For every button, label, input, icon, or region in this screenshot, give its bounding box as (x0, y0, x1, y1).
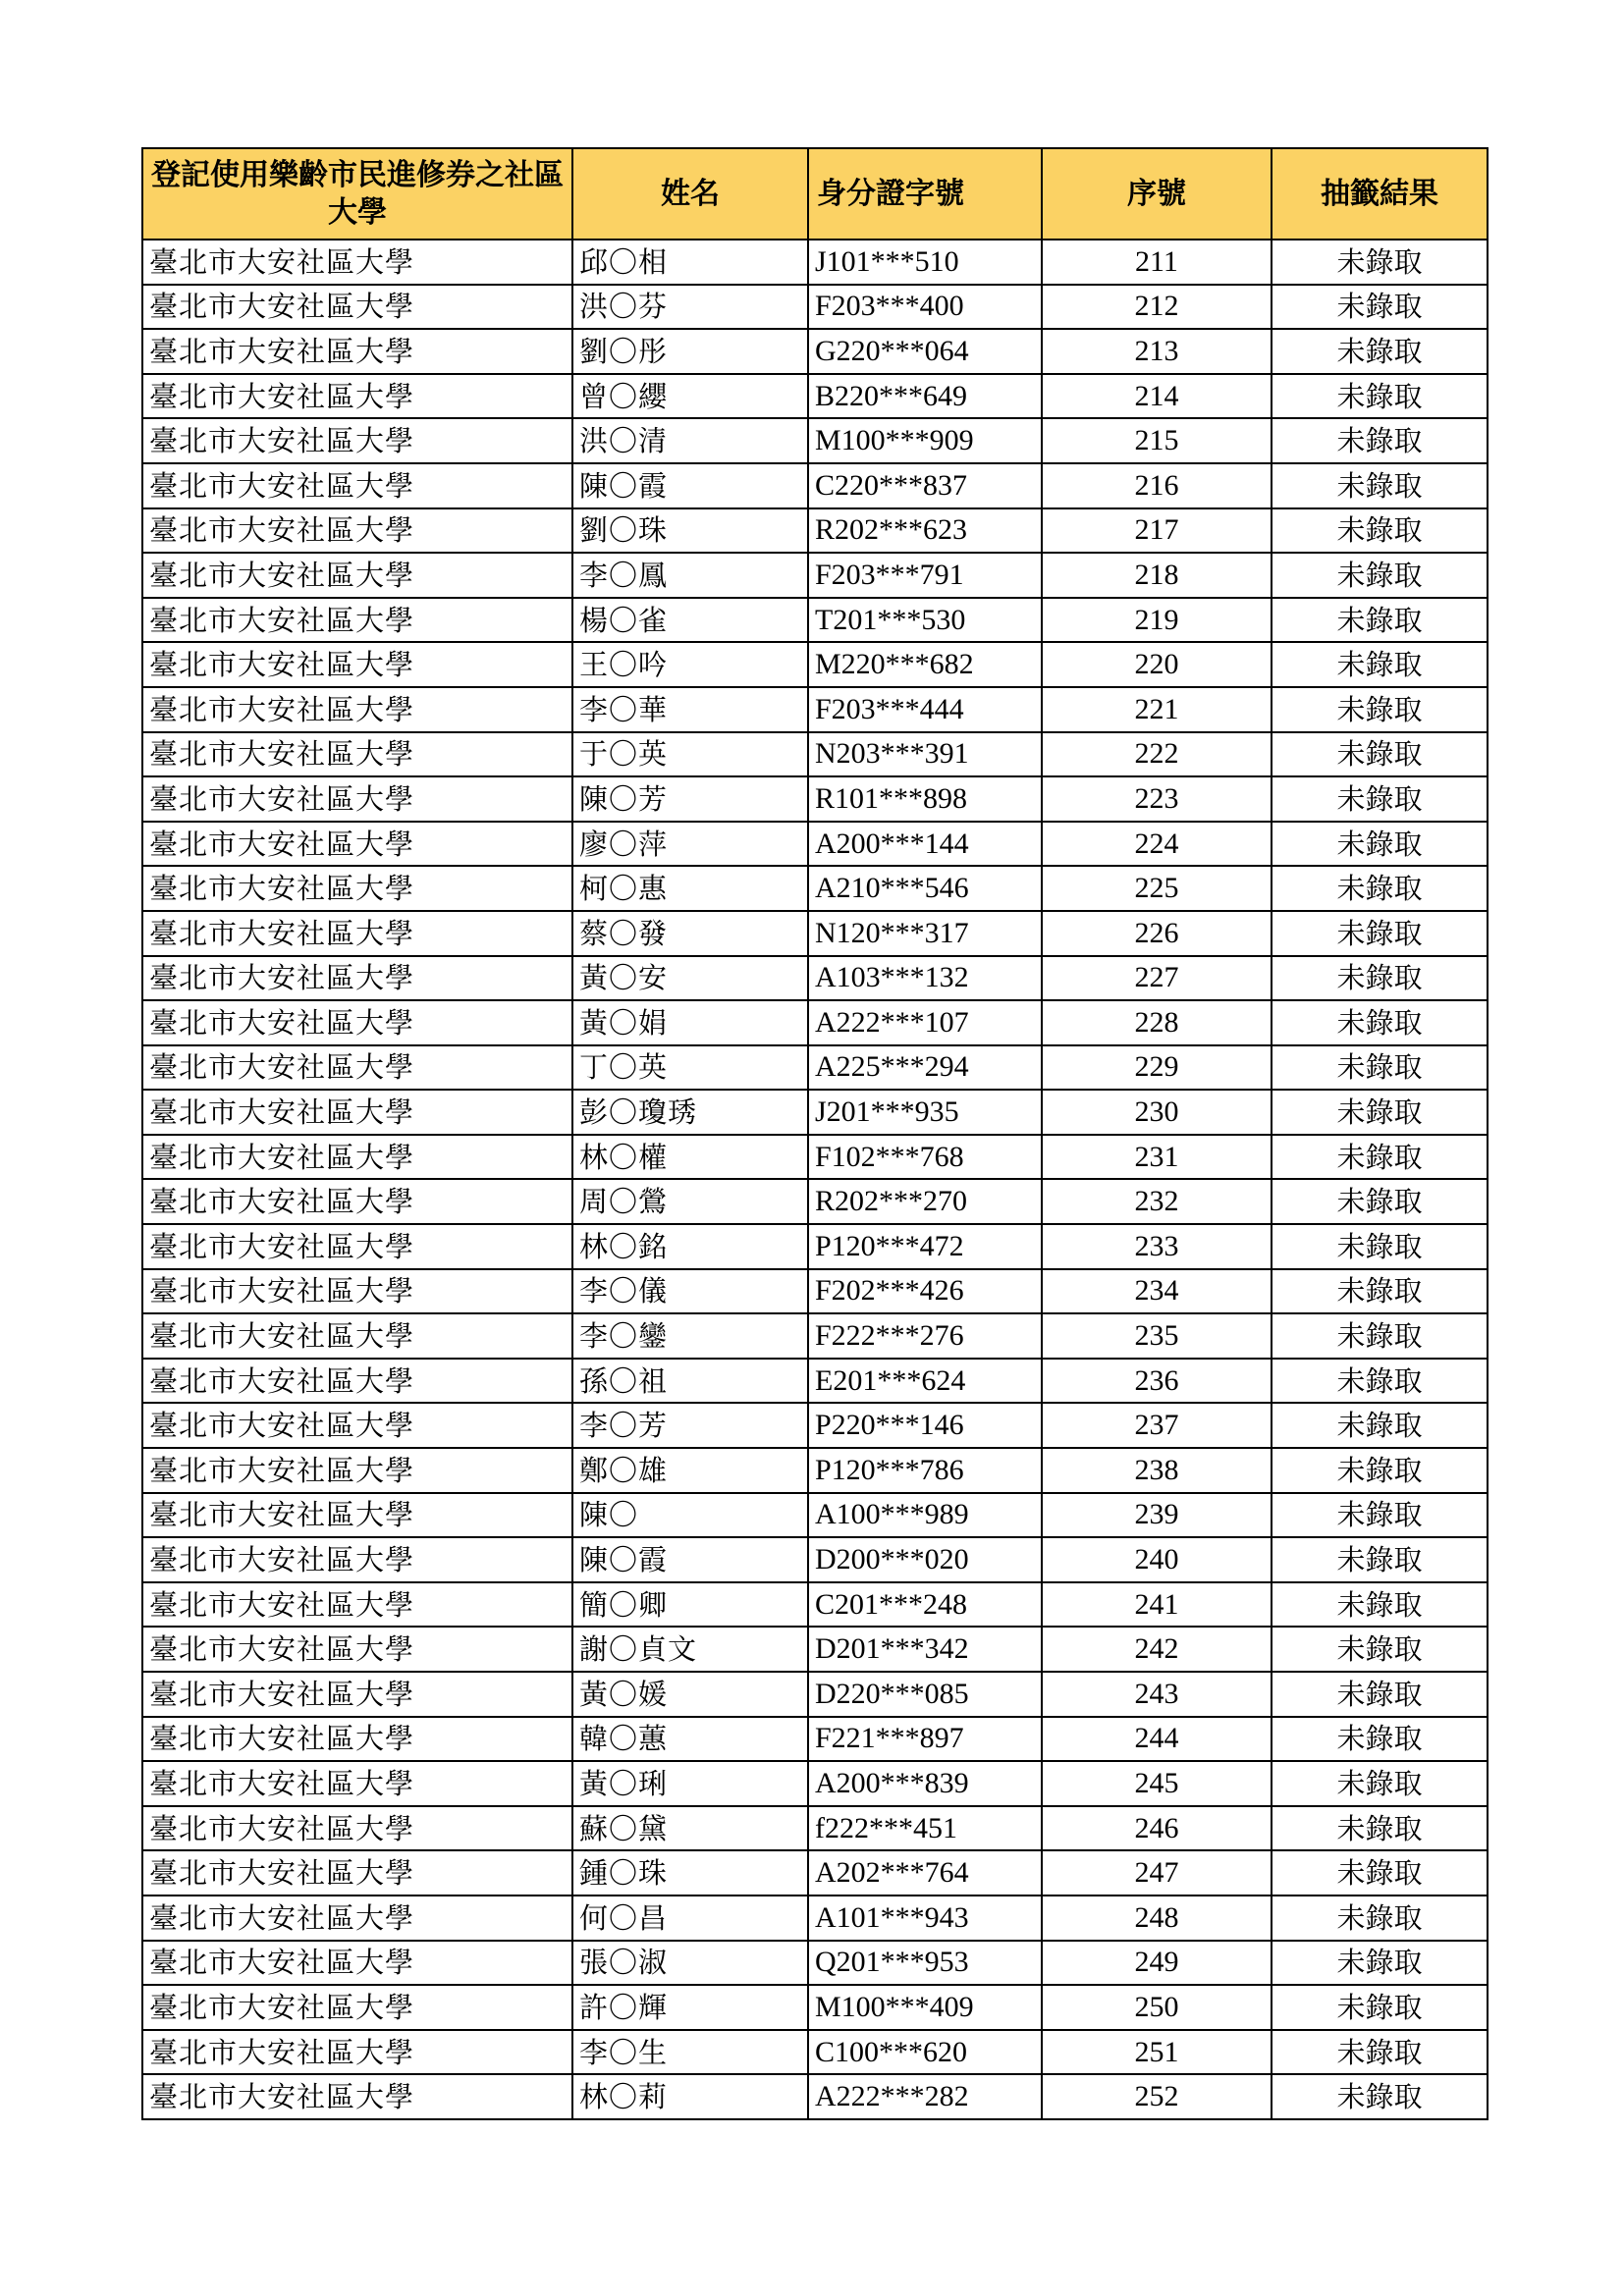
cell-id-number: F221***897 (808, 1717, 1042, 1762)
cell-id-number: F203***791 (808, 553, 1042, 598)
table-row (142, 463, 1488, 508)
cell-name: 黃〇媛 (572, 1672, 808, 1717)
cell-school: 臺北市大安社區大學 (142, 1224, 572, 1269)
table-body (142, 240, 1488, 2119)
cell-result: 未錄取 (1272, 1179, 1488, 1224)
cell-id-number: F202***426 (808, 1269, 1042, 1314)
cell-name: 劉〇彤 (572, 329, 808, 374)
cell-name: 林〇莉 (572, 2074, 808, 2119)
cell-name: 鄭〇雄 (572, 1448, 808, 1493)
cell-seq: 212 (1042, 285, 1272, 330)
cell-id-number: A103***132 (808, 956, 1042, 1001)
cell-seq: 215 (1042, 418, 1272, 463)
cell-result: 未錄取 (1272, 776, 1488, 822)
cell-result: 未錄取 (1272, 418, 1488, 463)
cell-seq: 244 (1042, 1717, 1272, 1762)
cell-id-number: f222***451 (808, 1806, 1042, 1851)
cell-id-number: A100***989 (808, 1493, 1042, 1538)
cell-seq: 241 (1042, 1582, 1272, 1628)
cell-name: 李〇芳 (572, 1403, 808, 1448)
cell-result: 未錄取 (1272, 1000, 1488, 1045)
cell-school: 臺北市大安社區大學 (142, 866, 572, 911)
table-row (142, 1627, 1488, 1672)
cell-school: 臺北市大安社區大學 (142, 1493, 572, 1538)
table-row (142, 418, 1488, 463)
cell-result: 未錄取 (1272, 1448, 1488, 1493)
cell-result: 未錄取 (1272, 732, 1488, 777)
cell-name: 黃〇安 (572, 956, 808, 1001)
cell-result: 未錄取 (1272, 1045, 1488, 1091)
cell-id-number: M220***682 (808, 642, 1042, 687)
table-row (142, 822, 1488, 867)
cell-id-number: G220***064 (808, 329, 1042, 374)
cell-result: 未錄取 (1272, 463, 1488, 508)
cell-result: 未錄取 (1272, 374, 1488, 419)
cell-school: 臺北市大安社區大學 (142, 553, 572, 598)
cell-name: 李〇生 (572, 2030, 808, 2075)
cell-school: 臺北市大安社區大學 (142, 329, 572, 374)
cell-seq: 243 (1042, 1672, 1272, 1717)
table-row (142, 1359, 1488, 1404)
cell-name: 黃〇琍 (572, 1761, 808, 1806)
cell-id-number: A200***839 (808, 1761, 1042, 1806)
table-row (142, 776, 1488, 822)
cell-result: 未錄取 (1272, 1850, 1488, 1896)
cell-name: 黃〇娟 (572, 1000, 808, 1045)
table-row (142, 1761, 1488, 1806)
cell-name: 林〇權 (572, 1135, 808, 1180)
table-row (142, 1672, 1488, 1717)
cell-name: 彭〇瓊琇 (572, 1090, 808, 1135)
cell-name: 丁〇英 (572, 1045, 808, 1091)
cell-school: 臺北市大安社區大學 (142, 732, 572, 777)
cell-seq: 213 (1042, 329, 1272, 374)
table-row (142, 1179, 1488, 1224)
cell-id-number: F203***444 (808, 687, 1042, 732)
cell-name: 邱〇相 (572, 240, 808, 285)
cell-result: 未錄取 (1272, 1627, 1488, 1672)
cell-school: 臺北市大安社區大學 (142, 1313, 572, 1359)
cell-school: 臺北市大安社區大學 (142, 1717, 572, 1762)
cell-id-number: B220***649 (808, 374, 1042, 419)
cell-school: 臺北市大安社區大學 (142, 1269, 572, 1314)
cell-school: 臺北市大安社區大學 (142, 1761, 572, 1806)
cell-seq: 237 (1042, 1403, 1272, 1448)
cell-school: 臺北市大安社區大學 (142, 1000, 572, 1045)
cell-seq: 214 (1042, 374, 1272, 419)
table-row (142, 956, 1488, 1001)
table-row (142, 1806, 1488, 1851)
cell-name: 鍾〇珠 (572, 1850, 808, 1896)
cell-seq: 251 (1042, 2030, 1272, 2075)
cell-id-number: R202***623 (808, 508, 1042, 554)
cell-seq: 236 (1042, 1359, 1272, 1404)
cell-school: 臺北市大安社區大學 (142, 1403, 572, 1448)
cell-result: 未錄取 (1272, 956, 1488, 1001)
cell-school: 臺北市大安社區大學 (142, 1985, 572, 2030)
cell-result: 未錄取 (1272, 1090, 1488, 1135)
lottery-result-table (141, 147, 1489, 2120)
table-row (142, 1537, 1488, 1582)
cell-school: 臺北市大安社區大學 (142, 285, 572, 330)
cell-seq: 239 (1042, 1493, 1272, 1538)
table-row (142, 1403, 1488, 1448)
table-row (142, 329, 1488, 374)
cell-school: 臺北市大安社區大學 (142, 240, 572, 285)
cell-result: 未錄取 (1272, 1941, 1488, 1986)
table-row (142, 553, 1488, 598)
cell-name: 于〇英 (572, 732, 808, 777)
cell-result: 未錄取 (1272, 1493, 1488, 1538)
cell-seq: 240 (1042, 1537, 1272, 1582)
cell-name: 劉〇珠 (572, 508, 808, 554)
cell-school: 臺北市大安社區大學 (142, 463, 572, 508)
cell-id-number: M100***409 (808, 1985, 1042, 2030)
cell-name: 曾〇纓 (572, 374, 808, 419)
table-row (142, 1090, 1488, 1135)
cell-seq: 219 (1042, 598, 1272, 643)
cell-name: 李〇鑾 (572, 1313, 808, 1359)
cell-result: 未錄取 (1272, 822, 1488, 867)
cell-seq: 218 (1042, 553, 1272, 598)
cell-name: 蘇〇黛 (572, 1806, 808, 1851)
cell-name: 柯〇惠 (572, 866, 808, 911)
cell-result: 未錄取 (1272, 1135, 1488, 1180)
cell-seq: 247 (1042, 1850, 1272, 1896)
cell-result: 未錄取 (1272, 1985, 1488, 2030)
table-row (142, 1135, 1488, 1180)
cell-name: 陳〇霞 (572, 1537, 808, 1582)
cell-school: 臺北市大安社區大學 (142, 911, 572, 956)
cell-school: 臺北市大安社區大學 (142, 2074, 572, 2119)
cell-result: 未錄取 (1272, 2030, 1488, 2075)
cell-result: 未錄取 (1272, 687, 1488, 732)
cell-school: 臺北市大安社區大學 (142, 822, 572, 867)
cell-result: 未錄取 (1272, 329, 1488, 374)
table-row (142, 1269, 1488, 1314)
cell-id-number: A202***764 (808, 1850, 1042, 1896)
cell-school: 臺北市大安社區大學 (142, 2030, 572, 2075)
cell-name: 李〇儀 (572, 1269, 808, 1314)
cell-name: 李〇華 (572, 687, 808, 732)
table-row (142, 1850, 1488, 1896)
table-header (142, 148, 1488, 240)
cell-name: 何〇昌 (572, 1896, 808, 1941)
cell-id-number: A222***107 (808, 1000, 1042, 1045)
cell-id-number: T201***530 (808, 598, 1042, 643)
cell-school: 臺北市大安社區大學 (142, 1941, 572, 1986)
table-row (142, 598, 1488, 643)
cell-id-number: A222***282 (808, 2074, 1042, 2119)
table-row (142, 1582, 1488, 1628)
cell-id-number: P120***472 (808, 1224, 1042, 1269)
cell-result: 未錄取 (1272, 285, 1488, 330)
cell-seq: 245 (1042, 1761, 1272, 1806)
cell-seq: 250 (1042, 1985, 1272, 2030)
cell-school: 臺北市大安社區大學 (142, 1806, 572, 1851)
table-row (142, 2074, 1488, 2119)
cell-result: 未錄取 (1272, 1359, 1488, 1404)
cell-id-number: M100***909 (808, 418, 1042, 463)
cell-id-number: R202***270 (808, 1179, 1042, 1224)
cell-name: 許〇輝 (572, 1985, 808, 2030)
table-row (142, 642, 1488, 687)
cell-seq: 217 (1042, 508, 1272, 554)
cell-school: 臺北市大安社區大學 (142, 1448, 572, 1493)
table-row (142, 1941, 1488, 1986)
table-row (142, 866, 1488, 911)
cell-id-number: N203***391 (808, 732, 1042, 777)
cell-name: 李〇鳳 (572, 553, 808, 598)
cell-name: 洪〇芬 (572, 285, 808, 330)
cell-name: 謝〇貞文 (572, 1627, 808, 1672)
cell-seq: 224 (1042, 822, 1272, 867)
cell-seq: 252 (1042, 2074, 1272, 2119)
cell-seq: 242 (1042, 1627, 1272, 1672)
document-page (141, 147, 1487, 2120)
cell-school: 臺北市大安社區大學 (142, 1627, 572, 1672)
cell-id-number: A101***943 (808, 1896, 1042, 1941)
cell-seq: 248 (1042, 1896, 1272, 1941)
cell-id-number: F222***276 (808, 1313, 1042, 1359)
cell-id-number: F102***768 (808, 1135, 1042, 1180)
cell-seq: 235 (1042, 1313, 1272, 1359)
cell-id-number: D220***085 (808, 1672, 1042, 1717)
table-row (142, 285, 1488, 330)
cell-school: 臺北市大安社區大學 (142, 1850, 572, 1896)
table-row (142, 1000, 1488, 1045)
cell-school: 臺北市大安社區大學 (142, 598, 572, 643)
cell-seq: 222 (1042, 732, 1272, 777)
table-row (142, 2030, 1488, 2075)
table-row (142, 732, 1488, 777)
table-row (142, 508, 1488, 554)
cell-school: 臺北市大安社區大學 (142, 1896, 572, 1941)
cell-seq: 211 (1042, 240, 1272, 285)
cell-seq: 223 (1042, 776, 1272, 822)
cell-school: 臺北市大安社區大學 (142, 1135, 572, 1180)
cell-id-number: A200***144 (808, 822, 1042, 867)
cell-school: 臺北市大安社區大學 (142, 1359, 572, 1404)
cell-school: 臺北市大安社區大學 (142, 1582, 572, 1628)
cell-result: 未錄取 (1272, 1582, 1488, 1628)
cell-id-number: C201***248 (808, 1582, 1042, 1628)
cell-id-number: C100***620 (808, 2030, 1042, 2075)
cell-result: 未錄取 (1272, 1896, 1488, 1941)
cell-name: 陳〇霞 (572, 463, 808, 508)
cell-seq: 220 (1042, 642, 1272, 687)
header-id-number: 身分證字號 (808, 148, 1042, 240)
cell-result: 未錄取 (1272, 2074, 1488, 2119)
header-name: 姓名 (572, 148, 808, 240)
header-result: 抽籤結果 (1272, 148, 1488, 240)
table-row (142, 1896, 1488, 1941)
cell-school: 臺北市大安社區大學 (142, 1537, 572, 1582)
cell-seq: 246 (1042, 1806, 1272, 1851)
cell-name: 陳〇芳 (572, 776, 808, 822)
cell-name: 張〇淑 (572, 1941, 808, 1986)
table-row (142, 374, 1488, 419)
cell-school: 臺北市大安社區大學 (142, 956, 572, 1001)
table-row (142, 911, 1488, 956)
cell-result: 未錄取 (1272, 1761, 1488, 1806)
cell-id-number: Q201***953 (808, 1941, 1042, 1986)
cell-result: 未錄取 (1272, 1672, 1488, 1717)
cell-seq: 234 (1042, 1269, 1272, 1314)
cell-result: 未錄取 (1272, 1403, 1488, 1448)
cell-result: 未錄取 (1272, 240, 1488, 285)
cell-name: 楊〇雀 (572, 598, 808, 643)
cell-seq: 225 (1042, 866, 1272, 911)
cell-id-number: J101***510 (808, 240, 1042, 285)
cell-result: 未錄取 (1272, 1313, 1488, 1359)
cell-name: 洪〇清 (572, 418, 808, 463)
cell-seq: 231 (1042, 1135, 1272, 1180)
cell-id-number: F203***400 (808, 285, 1042, 330)
cell-id-number: P120***786 (808, 1448, 1042, 1493)
cell-id-number: P220***146 (808, 1403, 1042, 1448)
cell-school: 臺北市大安社區大學 (142, 1045, 572, 1091)
cell-id-number: D200***020 (808, 1537, 1042, 1582)
table-row (142, 240, 1488, 285)
table-row (142, 1045, 1488, 1091)
cell-school: 臺北市大安社區大學 (142, 1672, 572, 1717)
cell-result: 未錄取 (1272, 1269, 1488, 1314)
cell-name: 韓〇蕙 (572, 1717, 808, 1762)
header-row (142, 148, 1488, 240)
cell-id-number: A225***294 (808, 1045, 1042, 1091)
cell-id-number: A210***546 (808, 866, 1042, 911)
cell-result: 未錄取 (1272, 642, 1488, 687)
cell-school: 臺北市大安社區大學 (142, 1179, 572, 1224)
cell-id-number: D201***342 (808, 1627, 1042, 1672)
cell-seq: 226 (1042, 911, 1272, 956)
cell-name: 周〇鶯 (572, 1179, 808, 1224)
cell-id-number: J201***935 (808, 1090, 1042, 1135)
cell-name: 陳〇 (572, 1493, 808, 1538)
cell-id-number: C220***837 (808, 463, 1042, 508)
cell-result: 未錄取 (1272, 508, 1488, 554)
cell-name: 蔡〇發 (572, 911, 808, 956)
table-row (142, 1313, 1488, 1359)
table-row (142, 1448, 1488, 1493)
cell-school: 臺北市大安社區大學 (142, 508, 572, 554)
cell-seq: 221 (1042, 687, 1272, 732)
cell-school: 臺北市大安社區大學 (142, 776, 572, 822)
cell-seq: 228 (1042, 1000, 1272, 1045)
cell-name: 簡〇卿 (572, 1582, 808, 1628)
cell-result: 未錄取 (1272, 1224, 1488, 1269)
cell-seq: 230 (1042, 1090, 1272, 1135)
cell-result: 未錄取 (1272, 1806, 1488, 1851)
table-row (142, 1224, 1488, 1269)
cell-seq: 249 (1042, 1941, 1272, 1986)
cell-school: 臺北市大安社區大學 (142, 687, 572, 732)
cell-school: 臺北市大安社區大學 (142, 418, 572, 463)
cell-seq: 229 (1042, 1045, 1272, 1091)
cell-name: 林〇銘 (572, 1224, 808, 1269)
cell-id-number: E201***624 (808, 1359, 1042, 1404)
cell-school: 臺北市大安社區大學 (142, 374, 572, 419)
cell-seq: 227 (1042, 956, 1272, 1001)
cell-result: 未錄取 (1272, 553, 1488, 598)
cell-result: 未錄取 (1272, 911, 1488, 956)
cell-school: 臺北市大安社區大學 (142, 642, 572, 687)
table-row (142, 1717, 1488, 1762)
cell-name: 王〇吟 (572, 642, 808, 687)
cell-name: 孫〇祖 (572, 1359, 808, 1404)
cell-result: 未錄取 (1272, 1537, 1488, 1582)
table-row (142, 1985, 1488, 2030)
cell-school: 臺北市大安社區大學 (142, 1090, 572, 1135)
cell-seq: 232 (1042, 1179, 1272, 1224)
header-school: 登記使用樂齡市民進修券之社區大學 (142, 148, 572, 240)
cell-result: 未錄取 (1272, 1717, 1488, 1762)
cell-id-number: N120***317 (808, 911, 1042, 956)
cell-id-number: R101***898 (808, 776, 1042, 822)
cell-seq: 233 (1042, 1224, 1272, 1269)
table-row (142, 1493, 1488, 1538)
cell-result: 未錄取 (1272, 598, 1488, 643)
cell-seq: 216 (1042, 463, 1272, 508)
cell-seq: 238 (1042, 1448, 1272, 1493)
header-seq: 序號 (1042, 148, 1272, 240)
cell-name: 廖〇萍 (572, 822, 808, 867)
cell-result: 未錄取 (1272, 866, 1488, 911)
table-row (142, 687, 1488, 732)
